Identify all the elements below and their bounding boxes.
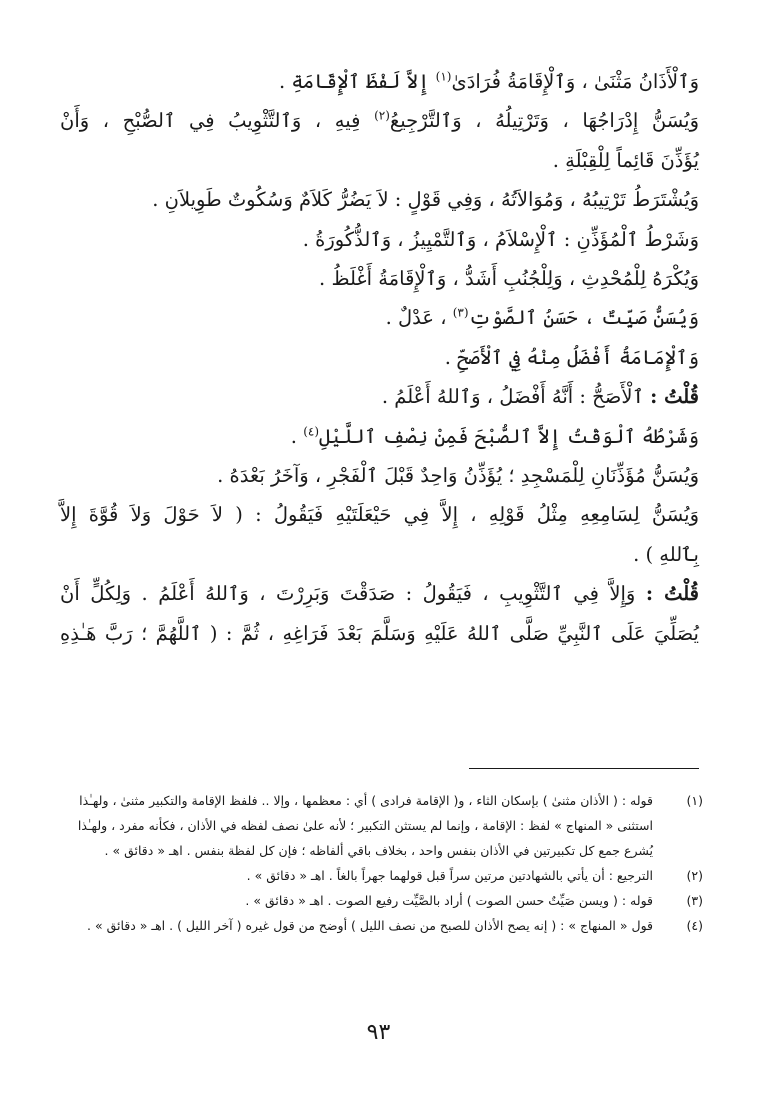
footnote-number: (١): [686, 793, 703, 808]
footnote-2: [60, 863, 707, 888]
line-10-text: وَشَرْطُهُ ٱلْوَقْتُ إِلاَّ ٱلصُّبْحَ فَمِنْ نِصْفِ ٱللَّيْلِ: [319, 424, 699, 448]
footnote-text: قول « المنهاج » : ( إنه يصح الأذان للصبح من نصف الليل ) أوضح من قول غيره ( آخر الليل ) . اهـ « دقائق » .: [87, 918, 653, 933]
text-line-14: [60, 574, 699, 613]
footnote-text: قوله : ( ويسن صَيِّتٌ حسن الصوت ) أراد بالصَّيِّت رفيع الصوت . اهـ « دقائق » .: [245, 893, 653, 908]
footnote-mark-2: (٢): [374, 108, 390, 123]
line-1-text: وَٱلْأَذَانُ مَثْنَىٰ ، وَٱلْإِقَامَةُ فُرَادَىٰ: [451, 70, 699, 93]
line-10-tail: .: [290, 424, 297, 448]
text-line-2: [60, 101, 699, 140]
text-line-3: يُؤَذِّنَ قَائِماً لِلْقِبْلَةِ .: [552, 148, 699, 172]
text-line-11: وَيُسَنُّ مُؤَذِّنَانِ لِلْمَسْجِدِ ؛ يُؤَذِّنُ وَاحِدٌ قَبْلَ ٱلْفَجْرِ ، وَآخَرُ بَعْدَهُ .: [217, 464, 699, 488]
main-text: [60, 62, 699, 653]
text-line-7: [60, 298, 699, 337]
text-line-10: [60, 417, 699, 456]
footnote-text: قوله : ( الأذان مثنىٰ ) بإسكان الثاء ، و( الإقامة فرادى ) أي : معظمها ، وإلا .. فلفظ الإقامة والتكبير مثنىٰ ، ولهـٰذا استثنى « المنهاج » لفظ : الإقامة ، وإنما لم يستثن التكبير ؛ لأنه علىٰ نصف لفظه في الأذان ، فكأنه مفرد ، ولهـٰذا يُشرع جمع كل تكبيرتين في الأذان بنفس واحد ، بخلاف باقي ألفاظه ؛ فإن كل لفظة بنفس . اهـ « دقائق » .: [77, 793, 653, 858]
text-line-8: وَٱلْإِمَامَةُ أَفْضَلُ مِنْهُ فِي ٱلْأَصَحِّ .: [444, 345, 699, 369]
footnote-number: (٣): [686, 893, 703, 908]
footnote-mark-3: (٣): [452, 305, 469, 320]
footnote-4: [60, 913, 707, 938]
text-line-13: بِٱللهِ ) .: [633, 542, 699, 566]
text-line-12: وَيُسَنُّ لِسَامِعِهِ مِثْلُ قَوْلِهِ ، إِلاَّ فِي حَيْعَلَتَيْهِ فَيَقُولُ : ( لاَ حَوْلَ وَلاَ قُوَّةَ إِلاَّ: [60, 503, 699, 527]
text-line-5: وَشَرْطُ ٱلْمُؤَذِّنِ : ٱلْإِسْلاَمُ ، وَٱلتَّمْيِيزُ ، وَٱلذُّكُورَةُ .: [302, 227, 699, 251]
footnote-mark-4: (٤): [303, 424, 320, 439]
line-2-text: وَيُسَنُّ إِدْرَاجُهَا ، وَتَرْتِيلُهُ ، وَٱلتَّرْجِيعُ: [389, 109, 699, 133]
footnote-number: (٤): [686, 918, 703, 933]
text-line-9: [60, 377, 699, 416]
line-1-tail: إِلاَّ لَفْظَ ٱلْإِقَامَةِ .: [278, 70, 430, 93]
line-9-text: ٱلْأَصَحُّ : أَنَّهُ أَفْضَلُ ، وَٱللهُ أَعْلَمُ .: [381, 385, 644, 409]
text-line-4: وَيُشْتَرَطُ تَرْتِيبُهُ ، وَمُوَالاَتُهُ ، وَفِي قَوْلٍ : لاَ يَضُرُّ كَلاَمٌ وَسُكُوتٌ طَوِيلاَنِ .: [152, 188, 699, 212]
footnote-number: (٢): [686, 868, 703, 883]
qultu-lead-1: قُلْتُ :: [650, 385, 699, 409]
footnote-mark-1: (١): [435, 69, 452, 84]
footnote-1: [60, 788, 707, 863]
footnote-divider: [469, 768, 699, 769]
footnote-text: الترجيع : أن يأتي بالشهادتين مرتين سراً قبل قولهما جهراً بالغاً . اهـ « دقائق » .: [246, 868, 653, 883]
text-line-6: وَيُكْرَهُ لِلْمُحْدِثِ ، وَلِلْجُنُبِ أَشَدُّ ، وَٱلْإِقَامَةُ أَغْلَظُ .: [319, 267, 699, 291]
page-number: ٩٣: [366, 1020, 391, 1045]
text-line-15: يُصَلِّيَ عَلَى ٱلنَّبِيِّ صَلَّى ٱللهُ عَلَيْهِ وَسَلَّمَ بَعْدَ فَرَاغِهِ ، ثُمَّ : ( ٱللَّهُمَّ ؛ رَبَّ هَـٰذِهِ: [60, 621, 699, 645]
text-line-1: [60, 62, 699, 101]
line-2-tail: فِيهِ ، وَٱلتَّثْوِيبُ فِي ٱلصُّبْحِ ، وَأَنْ: [60, 109, 361, 133]
footnotes: [60, 788, 707, 938]
footnote-3: [60, 888, 707, 913]
line-14-text: وَإِلاَّ فِي ٱلتَّثْوِيبِ ، فَيَقُولُ : صَدَقْتَ وَبَرِرْتَ ، وَٱللهُ أَعْلَمُ . وَلِكُلٍّ أَنْ: [60, 582, 636, 606]
line-7-text: وَيُسَنُّ صَيِّتٌ ، حَسَنُ ٱلصَّوْتِ: [468, 306, 699, 330]
line-7-tail: ، عَدْلٌ .: [385, 306, 447, 330]
qultu-lead-2: قُلْتُ :: [645, 582, 699, 606]
